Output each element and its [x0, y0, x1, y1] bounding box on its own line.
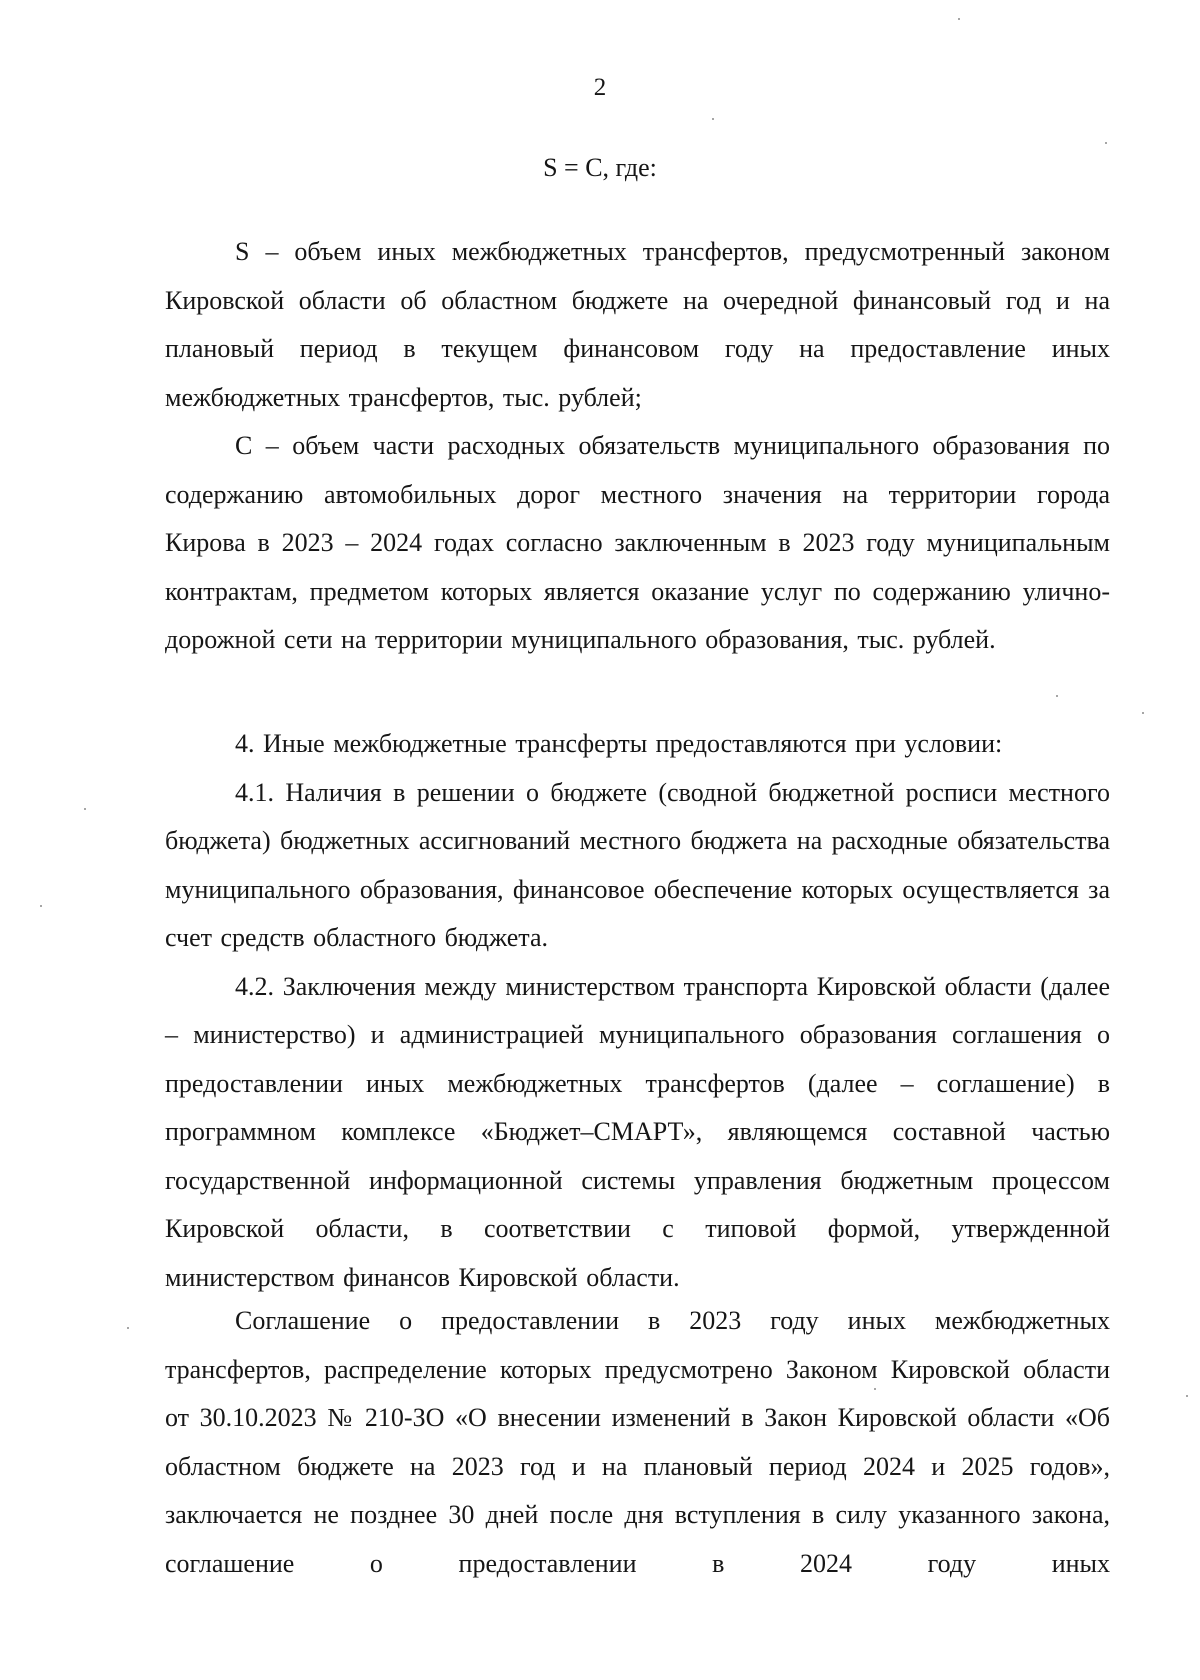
paragraph-section-4: 4. Иные межбюджетные трансферты предоставляются при условии:	[235, 729, 1003, 758]
scan-speck	[958, 18, 960, 20]
text-block-definitions	[165, 228, 1110, 665]
formula-line: S = C, где:	[543, 153, 657, 182]
scan-speck	[1142, 712, 1144, 714]
scan-speck	[40, 905, 42, 907]
paragraph-section-4-1: 4.1. Наличия в решении о бюджете (сводной бюджетной росписи местного бюджета) бюджетных ассигнований местного бюджета на расходные обязательства муниципального образования, финансовое обеспечение которых осуществляется за счет средств областного бюджета.	[165, 777, 1110, 952]
scan-speck	[1186, 1395, 1188, 1397]
scan-speck	[712, 118, 714, 120]
scan-speck	[1105, 142, 1107, 144]
text-block-agreement	[165, 1297, 1110, 1588]
text-block-conditions	[165, 720, 1110, 1302]
scan-speck	[127, 1327, 129, 1329]
paragraph-section-4-2: 4.2. Заключения между министерством транспорта Кировской области (далее – министерство) и администрацией муниципального образования соглашения о предоставлении иных межбюджетных трансфертов (далее – соглашение) в программном комплексе «Бюджет–СМАРТ», являющемся составной частью государственной информационной системы управления бюджетным процессом Кировской области, в соответствии с типовой формой, утвержденной министерством финансов Кировской области.	[165, 971, 1110, 1292]
paragraph-definition-c: С – объем части расходных обязательств муниципального образования по содержанию автомобильных дорог местного значения на территории города Кирова в 2023 – 2024 годах согласно заключенным в 2023 году муниципальным контрактам, предметом которых является оказание услуг по содержанию улично-дорожной сети на территории муниципального образования, тыс. рублей.	[165, 431, 1110, 654]
scan-speck	[874, 1388, 876, 1390]
page-number: 2	[593, 74, 607, 101]
scan-speck	[1056, 695, 1058, 697]
paragraph-definition-s: S – объем иных межбюджетных трансфертов, предусмотренный законом Кировской области об областном бюджете на очередной финансовый год и на плановый период в текущем финансовом году на предоставление иных межбюджетных трансфертов, тыс. рублей;	[165, 237, 1110, 412]
scan-speck	[84, 808, 86, 810]
paragraph-agreement-terms: Соглашение о предоставлении в 2023 году иных межбюджетных трансфертов, распределение которых предусмотрено Законом Кировской области от 30.10.2023 № 210-ЗО «О внесении изменений в Закон Кировской области «Об областном бюджете на 2023 год и на плановый период 2024 и 2025 годов», заключается не позднее 30 дней после дня вступления в силу указанного закона, соглашение о предоставлении в 2024 году иных	[165, 1306, 1110, 1578]
